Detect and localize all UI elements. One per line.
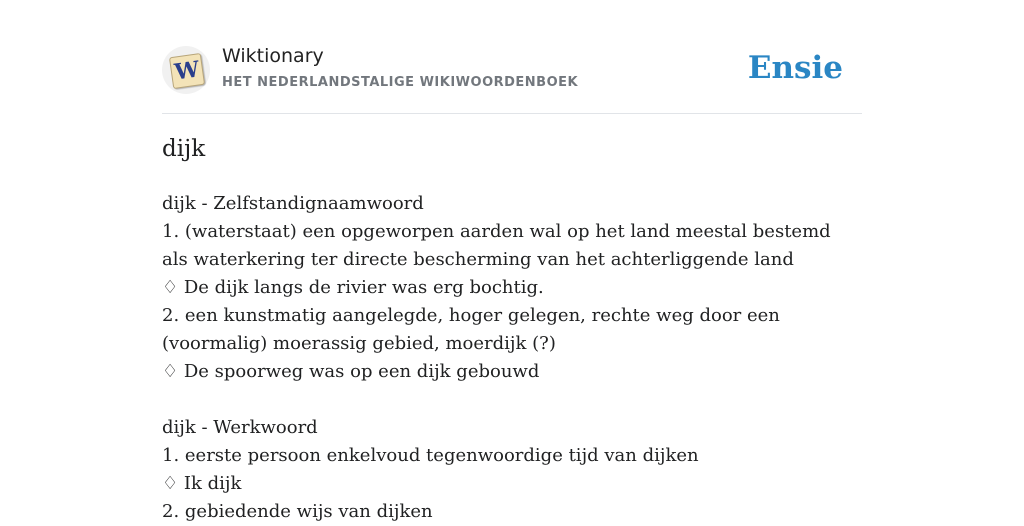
verb-definition-1: 1. eerste persoon enkelvoud tegenwoordige tijd van dijken <box>162 445 699 466</box>
verb-definition-2: 2. gebiedende wijs van dijken <box>162 501 433 522</box>
section-heading-noun: dijk - Zelfstandignaamwoord <box>162 193 424 214</box>
wiktionary-logo-icon[interactable] <box>162 46 210 94</box>
section-spacer <box>162 386 862 414</box>
page-title: dijk <box>162 136 206 162</box>
definition-1: 1. (waterstaat) een opgeworpen aarden wal op het land meestal bestemd als waterkering ter directe bescherming van het achterliggende land <box>162 221 831 270</box>
example-2: ♢ De spoorweg was op een dijk gebouwd <box>162 361 540 382</box>
example-1: ♢ De dijk langs de rivier was erg bochtig. <box>162 277 544 298</box>
site-title[interactable]: Wiktionary <box>222 45 324 67</box>
entry-content <box>162 190 862 526</box>
section-heading-verb: dijk - Werkwoord <box>162 417 318 438</box>
site-header <box>162 40 862 114</box>
ensie-brand-logo[interactable]: Ensie <box>747 50 843 86</box>
logo-letter: W <box>172 56 202 86</box>
definition-2: 2. een kunstmatig aangelegde, hoger gelegen, rechte weg door een (voormalig) moerassig gebied, moerdijk (?) <box>162 305 780 354</box>
verb-example-1: ♢ Ik dijk <box>162 473 242 494</box>
site-subtitle: HET NEDERLANDSTALIGE WIKIWOORDENBOEK <box>222 75 579 90</box>
logo-tile <box>169 53 205 89</box>
